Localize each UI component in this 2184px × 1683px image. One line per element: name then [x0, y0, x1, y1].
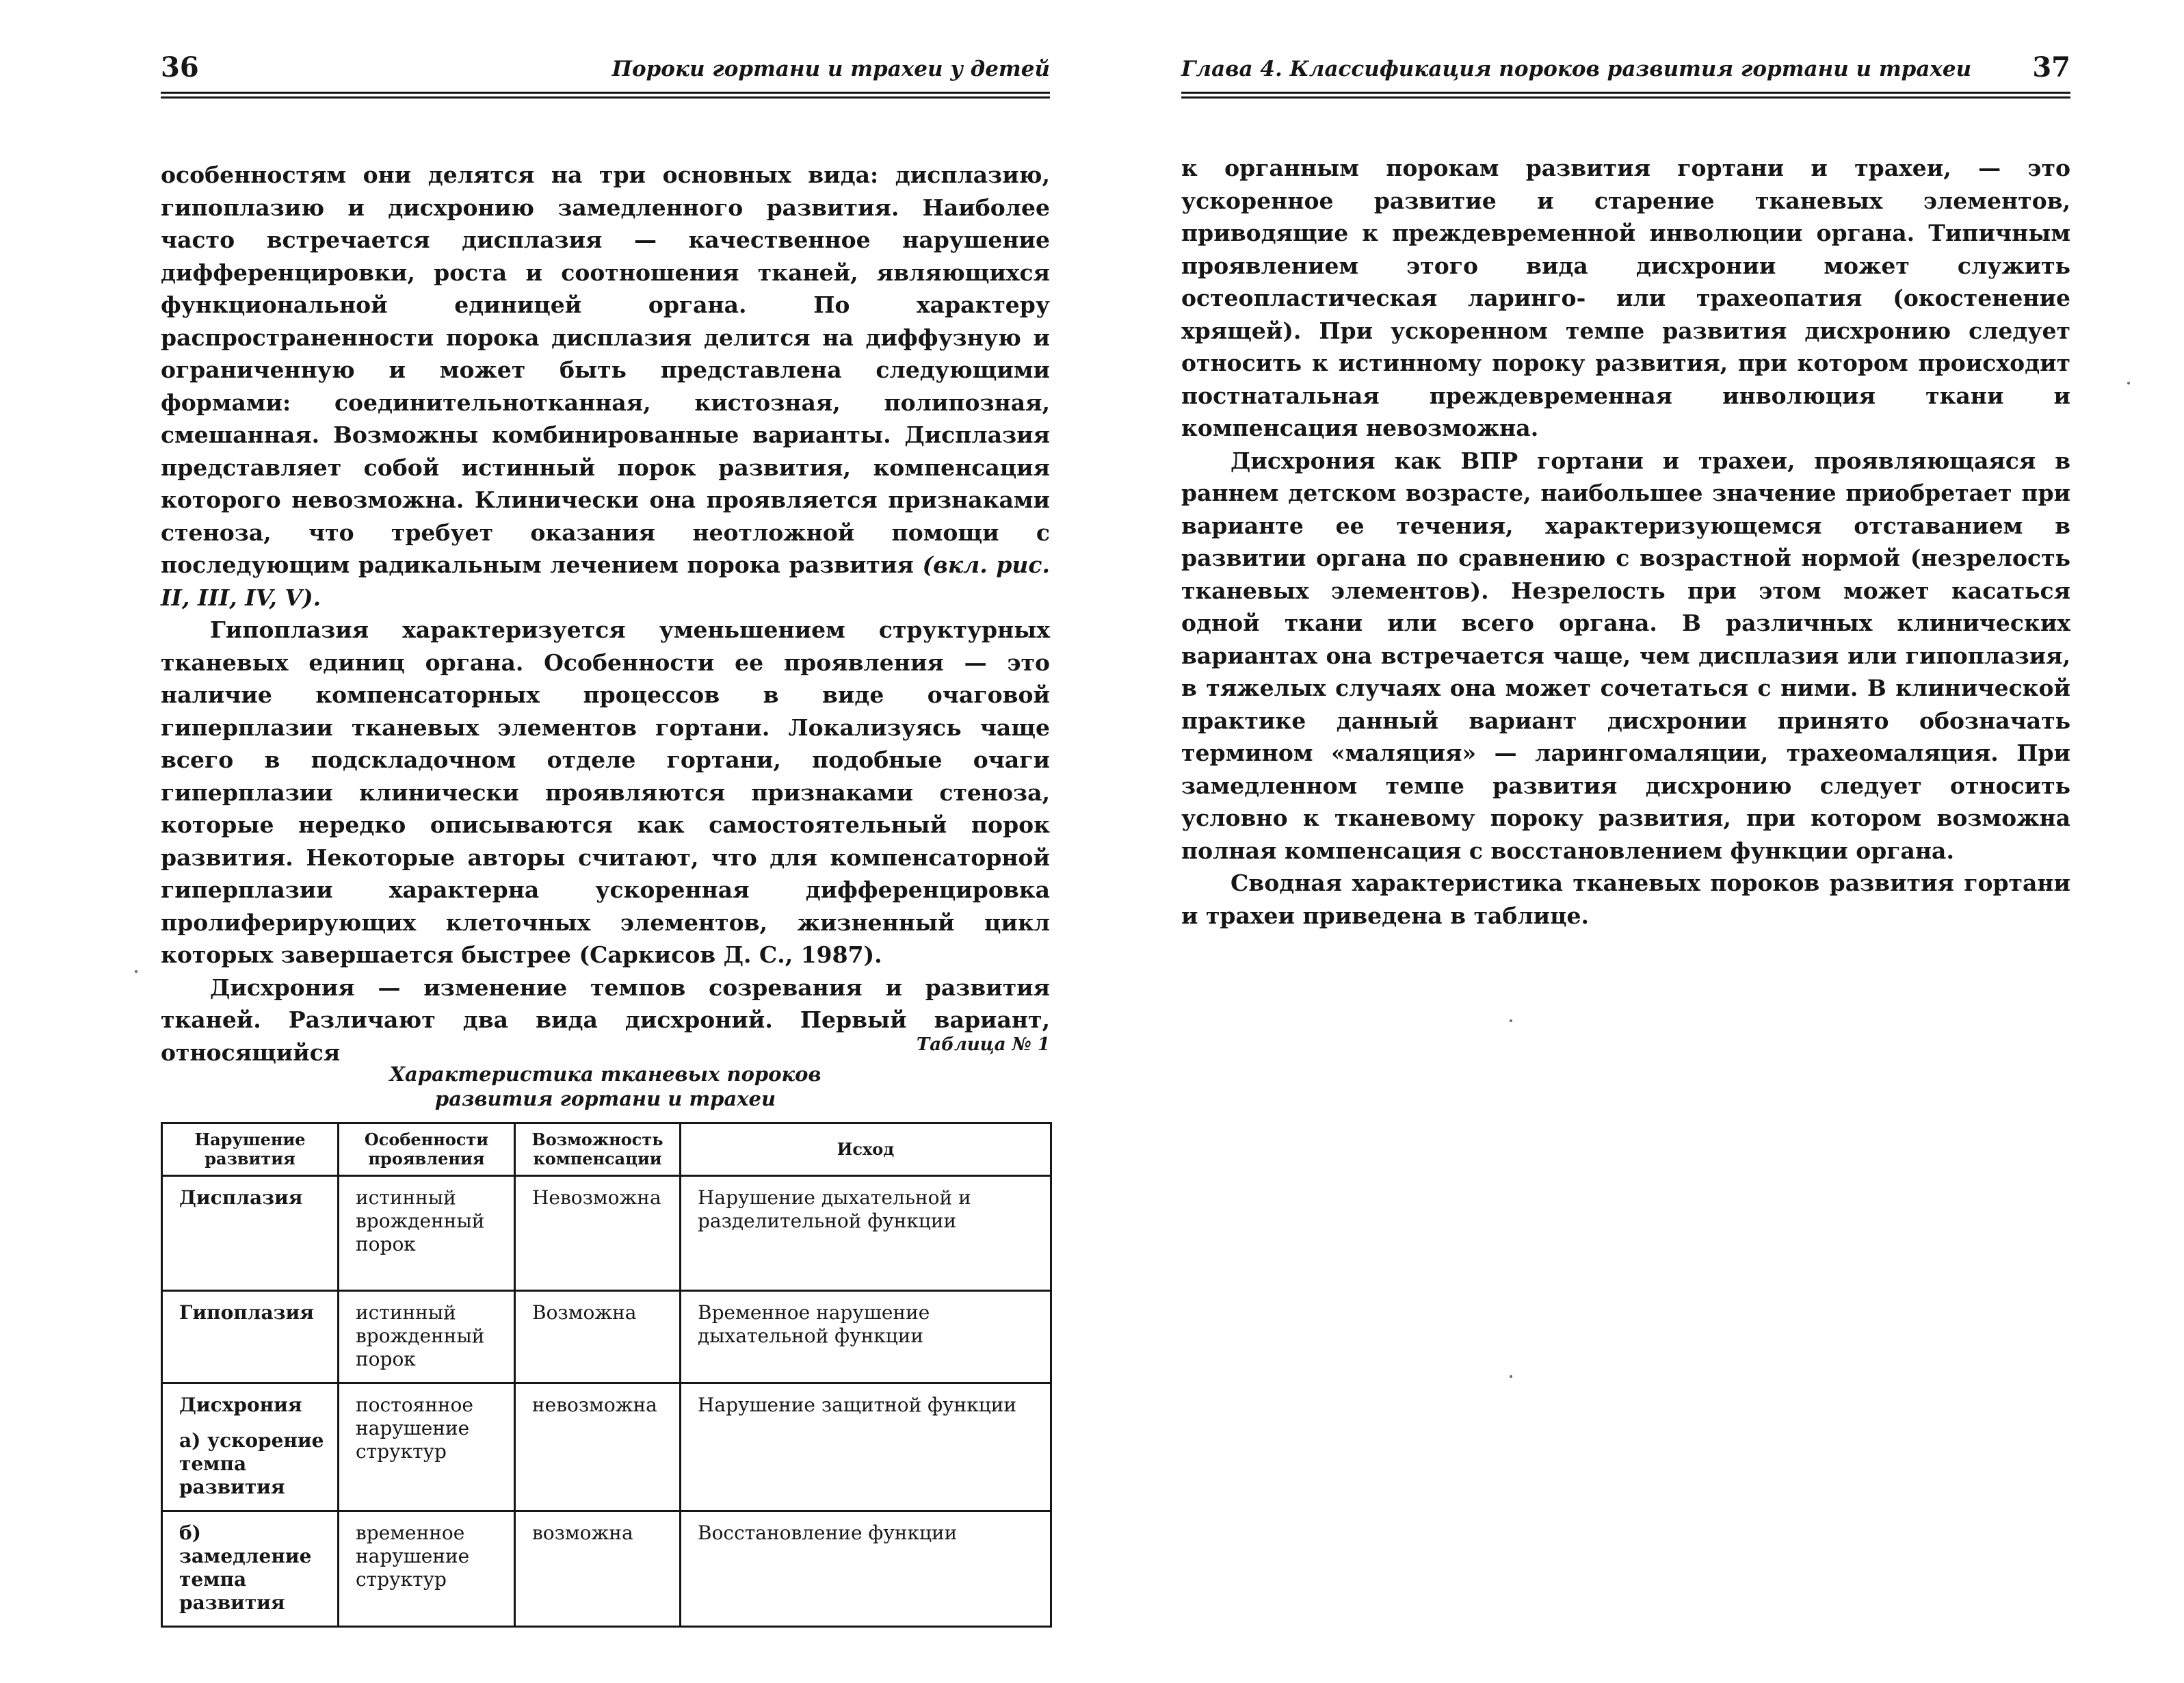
table-row: [162, 1511, 1051, 1627]
paragraph: Дисхрония как ВПР гортани и трахеи, проявляющаяся в раннем детском возрасте, наибольшее значение приобретает при варианте ее течения, характеризующемся отставанием в развитии органа по сравнению с возрастной нормой (незрелость тканевых элементов). Незрелость при этом может касаться одной ткани или всего органа. В различных клинических вариантах она встречается чаще, чем дисплазия или гипоплазия, в тяжелых случаях она может сочетаться с ними. В клинической практике данный вариант дисхронии принято обозначать термином «маляция» — ларингомаляции, трахеомаляция. При замедленном темпе развития дисхронию следует относить условно к тканевому пороку развития, при котором возможна полная компенсация с восстановлением функции органа.: [1181, 447, 2070, 864]
column-header: Особенности проявления: [339, 1123, 515, 1176]
column-header: Нарушение развития: [162, 1123, 339, 1176]
table-cell: истинный врожденный порок: [339, 1176, 515, 1291]
table-row: [162, 1176, 1051, 1291]
table-header-row: [162, 1123, 1051, 1176]
table-cell: Возможна: [515, 1291, 681, 1383]
scan-speck: [1510, 1019, 1512, 1022]
table-cell: б) замедление темпа развития: [162, 1511, 339, 1627]
tissue-defects-table: [161, 1122, 1052, 1628]
page-number: 36: [161, 51, 199, 83]
right-running-head: [1181, 51, 2070, 99]
left-body-text: [161, 159, 1050, 1069]
scan-speck: [135, 970, 137, 973]
table-cell: Гипоплазия: [162, 1291, 339, 1383]
left-page: [161, 0, 1050, 1683]
table-label: Таблица № 1: [916, 1034, 1050, 1055]
column-header: Исход: [681, 1123, 1051, 1176]
left-running-head: [161, 51, 1050, 99]
table-cell: Дисплазия: [162, 1176, 339, 1291]
page-number: 37: [2032, 51, 2070, 83]
right-page: [1181, 0, 2070, 1683]
running-title: Глава 4. Классификация пороков развития гортани и трахеи: [1181, 57, 1972, 81]
paragraph: особенностям они делятся на три основных вида: дисплазию, гипоплазию и дисхронию замедленного развития. Наиболее часто встречается дисплазия — качественное нарушение дифференцировки, роста и соотношения тканей, являющихся функциональной единицей органа. По характеру распространенности порока дисплазия делится на диффузную и ограниченную и может быть представлена следующими формами: соединительнотканная, кистозная, полипозная, смешанная. Возможны комбинированные варианты. Дисплазия представляет собой истинный порок развития, компенсация которого невозможна. Клинически она проявляется признаками стеноза, что требует оказания неотложной помощи с последующим радикальным лечением порока развития (вкл. рис. II, III, IV, V).: [161, 161, 1050, 611]
paragraph: к органным порокам развития гортани и трахеи, — это ускоренное развитие и старение тканевых элементов, приводящие к преждевременной инволюции органа. Типичным проявлением этого вида дисхронии может служить остеопластическая ларинго- или трахеопатия (окостенение хрящей). При ускоренном темпе развития дисхронию следует относить к истинному пороку развития, при котором происходит постнатальная преждевременная инволюция ткани и компенсация невозможна.: [1181, 155, 2070, 441]
table-cell: Восстановление функции: [681, 1511, 1051, 1627]
figure-reference: (вкл. рис. II, III, IV, V).: [161, 551, 1050, 611]
paragraph: Гипоплазия характеризуется уменьшением структурных тканевых единиц органа. Особенности ее проявления — это наличие компенсаторных процессов в виде очаговой гиперплазии тканевых элементов гортани. Локализуясь чаще всего в подскладочном отделе гортани, подобные очаги гиперплазии клинически проявляются признаками стеноза, которые нередко описываются как самостоятельный порок развития. Некоторые авторы считают, что для компенсаторной гиперплазии характерна ускоренная дифференцировка пролиферирующих клеточных элементов, жизненный цикл которых завершается быстрее (Саркисов Д. С., 1987).: [161, 616, 1050, 968]
table-row: [162, 1383, 1051, 1511]
table-caption: Характеристика тканевых пороков развития гортани и трахеи: [389, 1062, 821, 1110]
table-cell: постоянное нарушение структур: [339, 1383, 515, 1511]
table-cell: Дисхрония а) ускорение темпа развития: [162, 1383, 339, 1511]
table-cell: Временное нарушение дыхательной функции: [681, 1291, 1051, 1383]
table-row: [162, 1291, 1051, 1383]
table-cell: невозможна: [515, 1383, 681, 1511]
table-cell: Нарушение защитной функции: [681, 1383, 1051, 1511]
table-cell: истинный врожденный порок: [339, 1291, 515, 1383]
table-cell: возможна: [515, 1511, 681, 1627]
scan-speck: [2127, 382, 2130, 384]
paragraph: Сводная характеристика тканевых пороков развития гортани и трахеи приведена в таблице.: [1181, 870, 2070, 929]
table-cell: Невозможна: [515, 1176, 681, 1291]
table-subcondition: а) ускорение темпа развития: [179, 1429, 324, 1498]
table-cell: Нарушение дыхательной и разделительной функции: [681, 1176, 1051, 1291]
right-body-text: [1181, 152, 2070, 932]
table-cell: временное нарушение структур: [339, 1511, 515, 1627]
column-header: Возможность компенсации: [515, 1123, 681, 1176]
paragraph: Дисхрония — изменение темпов созревания и развития тканей. Различают два вида дисхроний. Первый вариант, относящийся: [161, 974, 1050, 1066]
running-title: Пороки гортани и трахеи у детей: [611, 57, 1050, 81]
scan-speck: [1510, 1375, 1512, 1378]
